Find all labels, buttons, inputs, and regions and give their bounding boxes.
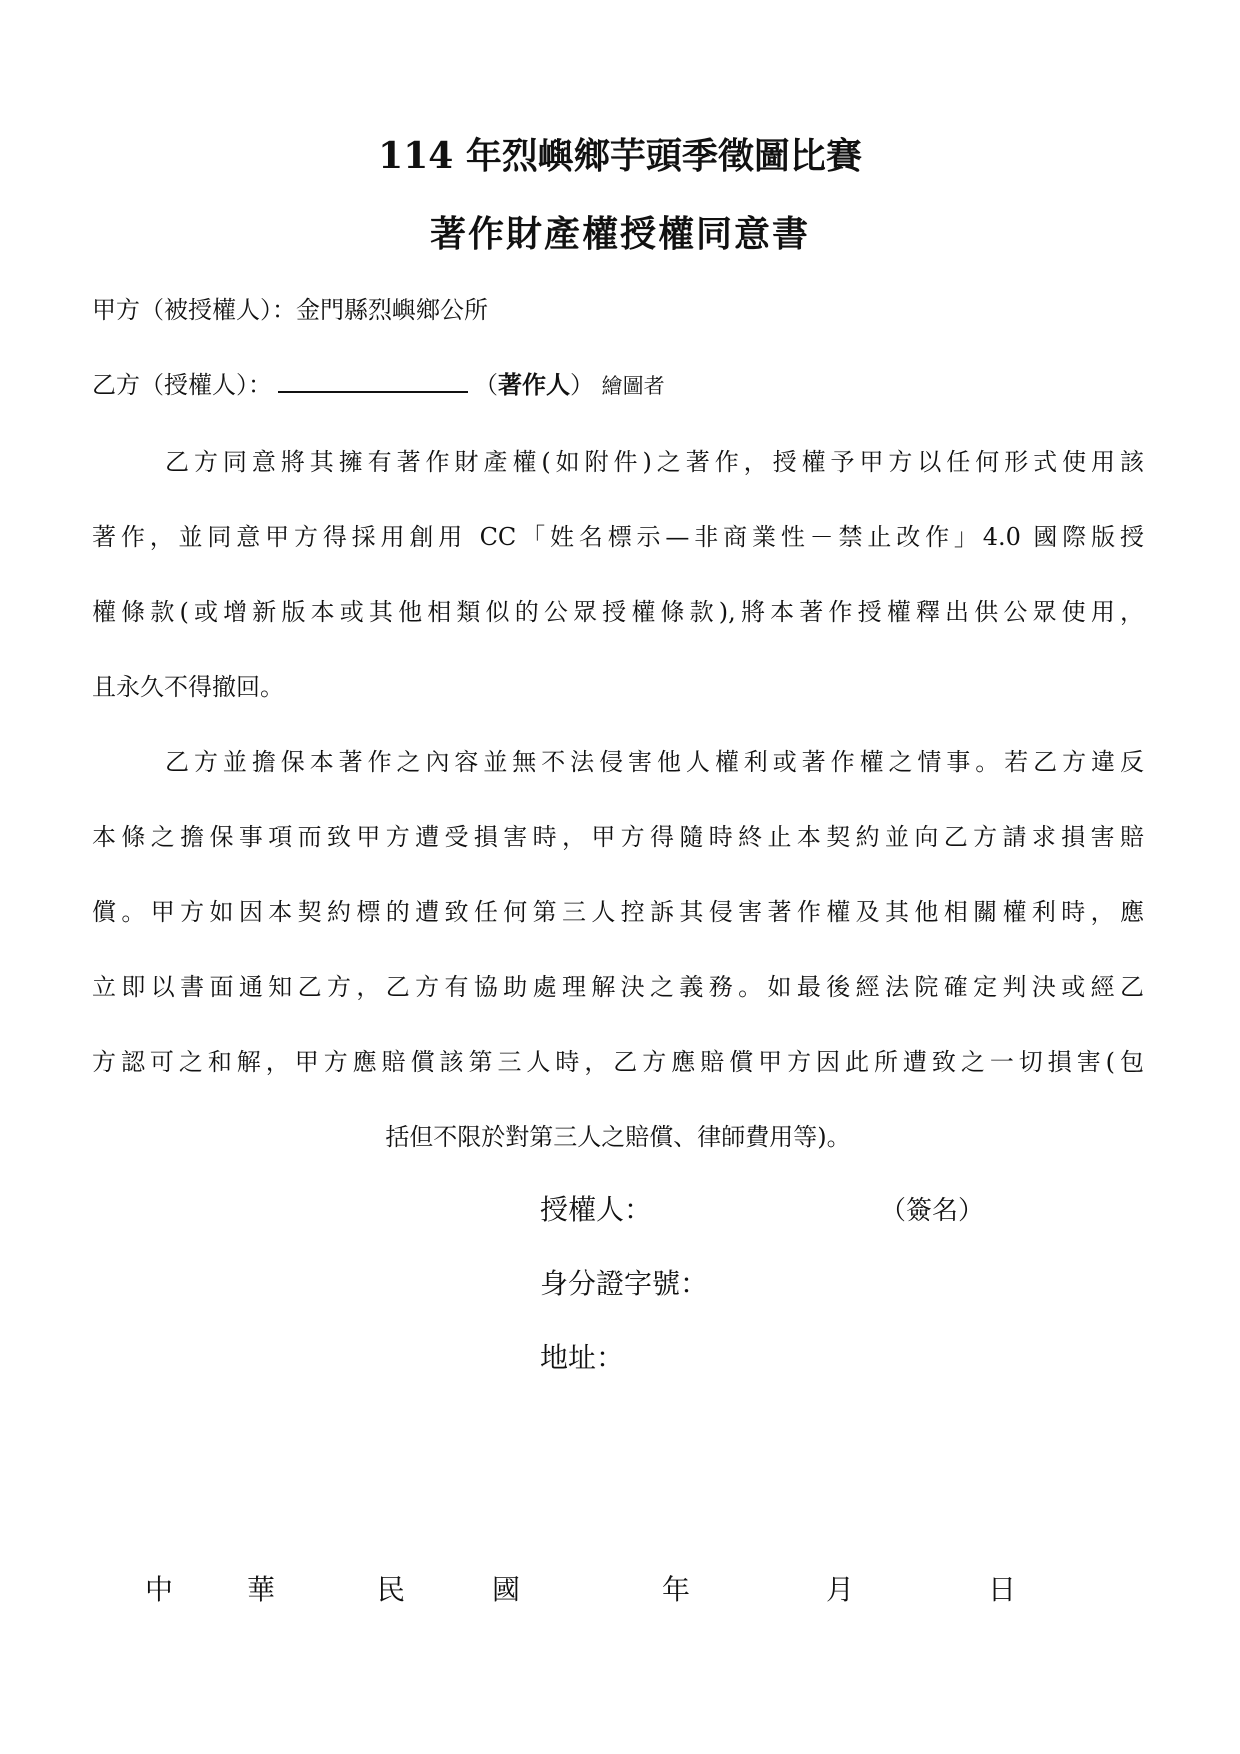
- paragraph2-line: 方認可之和解，甲方應賠償該第三人時，乙方應賠償甲方因此所遭致之一切損害(包: [92, 1048, 1144, 1076]
- party-b-author: 著作人: [498, 370, 570, 399]
- document-subtitle: 著作財產權授權同意書: [429, 213, 810, 255]
- paragraph2-line: 乙方並擔保本著作之內容並無不法侵害他人權利或著作權之情事。若乙方違反: [165, 748, 1144, 776]
- paragraph2-line: 括但不限於對第三人之賠償、律師費用等)。: [385, 1123, 851, 1151]
- paragraph1-line: 權條款(或增新版本或其他相類似的公眾授權條款),將本著作授權釋出供公眾使用，: [92, 598, 1144, 626]
- date-char-hua: 華: [247, 1573, 276, 1606]
- party-b-role: 繪圖者: [601, 374, 665, 398]
- party-b-paren-close: ）: [570, 371, 594, 399]
- party-b-name-blank: [278, 369, 468, 393]
- date-day-label: 日: [988, 1573, 1017, 1606]
- date-char-zhong: 中: [145, 1573, 174, 1606]
- id-number-label: 身分證字號：: [540, 1267, 709, 1300]
- party-b-prefix: 乙方（授權人）：: [92, 371, 272, 399]
- date-char-guo: 國: [492, 1573, 521, 1606]
- paragraph2-line: 償。甲方如因本契約標的遭致任何第三人控訴其侵害著作權及其他相關權利時，應: [92, 898, 1144, 926]
- address-label: 地址：: [540, 1341, 625, 1374]
- paragraph1-line: 著作，並同意甲方得採用創用 CC「姓名標示—非商業性－禁止改作」4.0 國際版授: [92, 523, 1144, 551]
- paragraph1-line: 且永久不得撤回。: [92, 673, 284, 701]
- date-month-label: 月: [826, 1573, 855, 1606]
- party-b-paren-open: （: [474, 371, 498, 399]
- party-a-line: 甲方（被授權人）：金門縣烈嶼鄉公所: [92, 296, 488, 324]
- signature-note: （簽名）: [880, 1196, 985, 1226]
- date-year-label: 年: [662, 1573, 691, 1606]
- paragraph2-line: 立即以書面通知乙方，乙方有協助處理解決之義務。如最後經法院確定判決或經乙: [92, 973, 1144, 1001]
- document-title: 114 年烈嶼鄉芋頭季徵圖比賽: [378, 135, 862, 177]
- paragraph1-line: 乙方同意將其擁有著作財產權(如附件)之著作，授權予甲方以任何形式使用該: [165, 448, 1144, 476]
- licensor-label: 授權人：: [540, 1193, 653, 1226]
- date-char-min: 民: [377, 1573, 406, 1606]
- paragraph2-line: 本條之擔保事項而致甲方遭受損害時，甲方得隨時終止本契約並向乙方請求損害賠: [92, 823, 1144, 851]
- party-b-line: [92, 365, 665, 400]
